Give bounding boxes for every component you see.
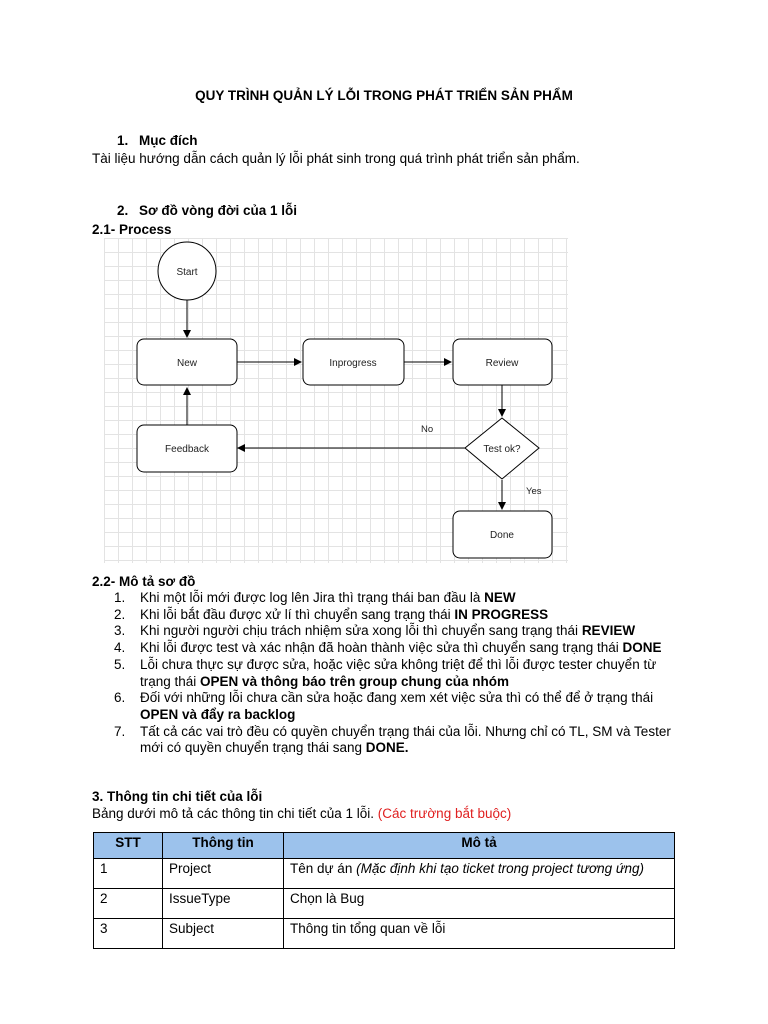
node-inprogress-label: Inprogress <box>329 358 377 369</box>
section-2-heading <box>117 203 297 218</box>
section-1-number: 1. <box>117 133 129 148</box>
node-feedback-label: Feedback <box>165 444 209 455</box>
lifecycle-flowchart <box>104 238 568 563</box>
node-test-label: Test ok? <box>483 444 521 455</box>
subsection-description-heading: 2.2- Mô tả sơ đồ <box>92 574 196 589</box>
column-header-info: Thông tin <box>163 833 284 859</box>
node-review-label: Review <box>485 358 519 369</box>
list-item: 7. Tất cả các vai trò đều có quyền chuyển trạng thái của lỗi. Nhưng chỉ có TL, SM và Tester mới có quyền chuyển trạng thái sang DONE. <box>114 723 671 756</box>
node-new-label: New <box>176 358 198 369</box>
cell-stt: 2 <box>94 889 163 919</box>
section-2-title: Sơ đồ vòng đời của 1 lỗi <box>139 203 297 218</box>
list-item: 6. Đối với những lỗi chưa cần sửa hoặc đang xem xét việc sửa thì có thể để ở trạng thái OPEN và đẩy ra backlog <box>114 690 654 722</box>
section-1-text: Tài liệu hướng dẫn cách quản lý lỗi phát sinh trong quá trình phát triển sản phẩm. <box>92 151 580 166</box>
edge-label-yes: Yes <box>526 486 542 497</box>
table-row <box>94 859 675 889</box>
table-row <box>94 889 675 919</box>
cell-stt: 3 <box>94 919 163 949</box>
subsection-process-heading: 2.1- Process <box>92 222 172 237</box>
list-item: 3. Khi người người chịu trách nhiệm sửa xong lỗi thì chuyển sang trạng thái REVIEW <box>114 623 636 639</box>
cell-stt: 1 <box>94 859 163 889</box>
edge-label-no: No <box>421 424 434 435</box>
section-3-intro-text: Bảng dưới mô tả các thông tin chi tiết của 1 lỗi. <box>92 806 378 821</box>
cell-description: Thông tin tổng quan về lỗi <box>284 919 675 949</box>
section-2-number: 2. <box>117 203 129 218</box>
section-1-heading <box>117 133 198 148</box>
list-item: 1. Khi một lỗi mới được log lên Jira thì trạng thái ban đầu là NEW <box>114 590 516 605</box>
cell-info: IssueType <box>163 889 284 919</box>
list-item: 4. Khi lỗi được test và xác nhận đã hoàn thành việc sửa thì chuyển sang trạng thái DONE <box>114 640 662 656</box>
node-start-label: Start <box>176 267 198 278</box>
table-header-row <box>94 833 675 859</box>
cell-description: Chọn là Bug <box>284 889 675 919</box>
node-done-label: Done <box>490 530 514 541</box>
flowchart-svg <box>104 238 568 563</box>
column-header-description: Mô tả <box>284 833 675 859</box>
cell-info: Project <box>163 859 284 889</box>
section-1-title: Mục đích <box>139 133 198 148</box>
section-3-heading: 3. Thông tin chi tiết của lỗi <box>92 789 263 804</box>
table-row <box>94 919 675 949</box>
list-item: 2. Khi lỗi bắt đầu được xử lí thì chuyển sang trạng thái IN PROGRESS <box>114 606 549 622</box>
list-item: 5. Lỗi chưa thực sự được sửa, hoặc việc sửa không triệt để thì lỗi được tester chuyển từ trạng thái OPEN và thông báo trên group chung của nhóm <box>114 656 657 689</box>
description-steps <box>114 590 674 757</box>
required-fields-note: (Các trường bắt buộc) <box>377 806 512 821</box>
column-header-stt: STT <box>94 833 163 859</box>
document-title: QUY TRÌNH QUẢN LÝ LỖI TRONG PHÁT TRIỂN SẢN PHẨM <box>195 88 573 103</box>
cell-description: Tên dự án (Mặc định khi tạo ticket trong project tương ứng) <box>284 859 675 889</box>
cell-info: Subject <box>163 919 284 949</box>
section-3-intro <box>92 806 511 821</box>
bug-info-table <box>93 832 675 949</box>
